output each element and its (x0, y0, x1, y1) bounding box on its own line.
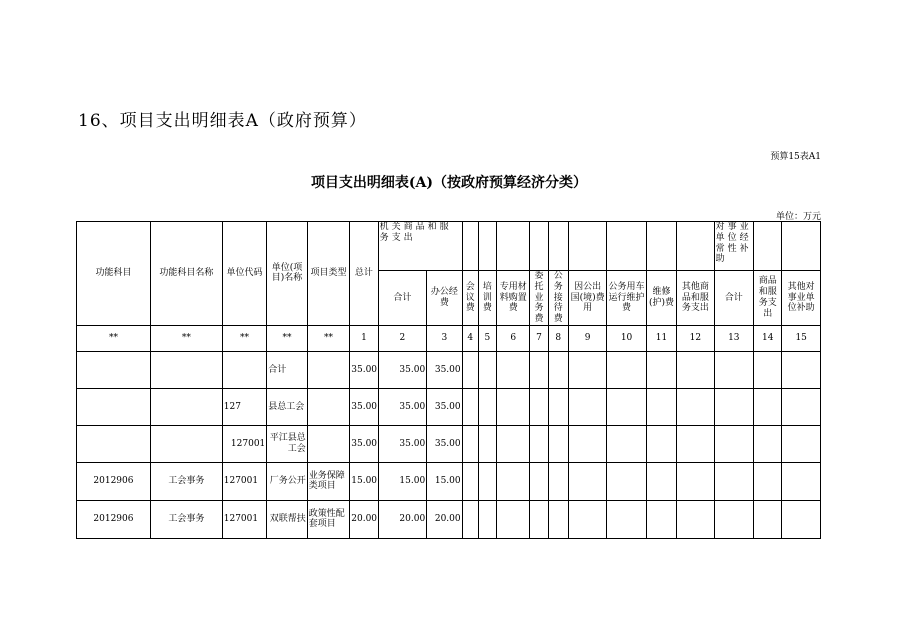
cell-empty (754, 500, 782, 538)
cell-empty (568, 462, 606, 500)
cell-office: 15.00 (427, 462, 462, 500)
cell-empty (646, 351, 676, 388)
cell-empty (462, 500, 478, 538)
index-cell: 5 (478, 325, 496, 351)
header-total: 总计 (350, 222, 378, 326)
cell-func-code: 2012906 (77, 500, 151, 538)
header-vehicle: 公务用车运行维护费 (607, 271, 646, 326)
index-cell: 9 (568, 325, 606, 351)
cell-unit-name: 合计 (267, 351, 307, 388)
index-cell: ** (222, 325, 267, 351)
cell-empty (530, 351, 548, 388)
cell-empty (677, 388, 714, 425)
cell-empty (677, 500, 714, 538)
cell-empty (782, 425, 821, 462)
table-reference: 预算15表A1 (770, 152, 821, 162)
cell-empty (714, 425, 753, 462)
cell-empty (568, 351, 606, 388)
cell-func-code: 2012906 (77, 462, 151, 500)
cell-empty (677, 425, 714, 462)
cell-unit-name: 平江县总工会 (267, 425, 307, 462)
cell-empty (607, 351, 646, 388)
cell-empty (478, 462, 496, 500)
cell-sub-total: 15.00 (378, 462, 427, 500)
index-cell: 3 (427, 325, 462, 351)
cell-empty (754, 388, 782, 425)
cell-sub-total: 20.00 (378, 500, 427, 538)
cell-func-name (150, 425, 222, 462)
table-row (77, 462, 821, 500)
index-cell: 2 (378, 325, 427, 351)
cell-empty (714, 388, 753, 425)
header-sub-total: 合计 (378, 271, 427, 326)
cell-func-name (150, 351, 222, 388)
header-training: 培训费 (478, 271, 496, 326)
header-subsidy-goods: 商品和服务支出 (754, 271, 782, 326)
header-reception: 公务接待费 (548, 271, 568, 326)
index-cell: 4 (462, 325, 478, 351)
index-cell: 13 (714, 325, 753, 351)
header-office: 办公经费 (427, 271, 462, 326)
cell-empty (462, 462, 478, 500)
cell-empty (607, 462, 646, 500)
cell-unit-code: 127001 (222, 500, 267, 538)
cell-empty (497, 351, 530, 388)
table-row (77, 388, 821, 425)
cell-empty (568, 500, 606, 538)
header-unit-code: 单位代码 (222, 222, 267, 326)
cell-empty (568, 425, 606, 462)
header-meeting: 会议费 (462, 271, 478, 326)
cell-empty (646, 388, 676, 425)
cell-empty (478, 425, 496, 462)
cell-empty (530, 462, 548, 500)
header-subsidy-other: 其他对事业单位补助 (782, 271, 821, 326)
header-blank (754, 222, 782, 271)
cell-func-name: 工会事务 (150, 500, 222, 538)
cell-empty (548, 500, 568, 538)
index-cell: 12 (677, 325, 714, 351)
cell-office: 20.00 (427, 500, 462, 538)
header-blank (530, 222, 548, 271)
header-blank (607, 222, 646, 271)
header-blank (782, 222, 821, 271)
cell-empty (782, 500, 821, 538)
header-unit-name: 单位(项目)名称 (267, 222, 307, 326)
cell-unit-name: 厂务公开 (267, 462, 307, 500)
cell-func-code (77, 351, 151, 388)
cell-empty (497, 388, 530, 425)
project-expense-table (76, 221, 821, 539)
cell-unit-name: 县总工会 (267, 388, 307, 425)
header-repair: 维修(护)费 (646, 271, 676, 326)
cell-empty (548, 462, 568, 500)
cell-empty (462, 425, 478, 462)
cell-empty (646, 500, 676, 538)
index-cell: 7 (530, 325, 548, 351)
cell-project-type: 政策性配套项目 (307, 500, 350, 538)
cell-empty (548, 388, 568, 425)
cell-unit-name: 双联帮扶 (267, 500, 307, 538)
cell-empty (754, 462, 782, 500)
cell-empty (478, 388, 496, 425)
cell-total: 35.00 (350, 351, 378, 388)
cell-func-code (77, 388, 151, 425)
header-group-subsidy: 对事业单位经常性补助 (714, 222, 753, 271)
cell-empty (548, 425, 568, 462)
table-row (77, 425, 821, 462)
cell-empty (646, 425, 676, 462)
cell-empty (478, 500, 496, 538)
index-cell: 10 (607, 325, 646, 351)
cell-unit-code: 127001 (222, 425, 267, 462)
cell-sub-total: 35.00 (378, 425, 427, 462)
index-cell: 15 (782, 325, 821, 351)
index-cell: ** (150, 325, 222, 351)
header-blank (497, 222, 530, 271)
cell-func-name: 工会事务 (150, 462, 222, 500)
header-materials: 专用材料购置费 (497, 271, 530, 326)
cell-office: 35.00 (427, 351, 462, 388)
cell-project-type (307, 425, 350, 462)
cell-empty (462, 388, 478, 425)
cell-project-type (307, 351, 350, 388)
cell-empty (497, 425, 530, 462)
index-row (77, 325, 821, 351)
cell-empty (478, 351, 496, 388)
index-cell: 1 (350, 325, 378, 351)
cell-unit-code: 127001 (222, 462, 267, 500)
cell-sub-total: 35.00 (378, 388, 427, 425)
cell-empty (677, 462, 714, 500)
cell-empty (530, 425, 548, 462)
cell-office: 35.00 (427, 425, 462, 462)
table-body (77, 222, 821, 539)
cell-empty (677, 351, 714, 388)
cell-total: 35.00 (350, 388, 378, 425)
cell-empty (714, 500, 753, 538)
index-cell: 14 (754, 325, 782, 351)
cell-func-code (77, 425, 151, 462)
header-blank (568, 222, 606, 271)
index-cell: ** (77, 325, 151, 351)
header-project-type: 项目类型 (307, 222, 350, 326)
cell-empty (607, 500, 646, 538)
header-blank (478, 222, 496, 271)
header-func-code: 功能科目 (77, 222, 151, 326)
header-subsidy-total: 合计 (714, 271, 753, 326)
index-cell: ** (307, 325, 350, 351)
header-group-goods: 机关商品和服务支出 (378, 222, 462, 271)
index-cell: 11 (646, 325, 676, 351)
header-blank (646, 222, 676, 271)
unit-label: 单位：万元 (775, 212, 821, 222)
header-blank (548, 222, 568, 271)
cell-func-name (150, 388, 222, 425)
header-row-1 (77, 222, 821, 271)
header-blank (462, 222, 478, 271)
cell-empty (530, 388, 548, 425)
cell-empty (782, 351, 821, 388)
index-cell: ** (267, 325, 307, 351)
index-cell: 8 (548, 325, 568, 351)
cell-empty (607, 425, 646, 462)
cell-empty (462, 351, 478, 388)
cell-unit-code (222, 351, 267, 388)
table-title: 项目支出明细表(A)（按政府预算经济分类） (310, 175, 588, 191)
cell-total: 20.00 (350, 500, 378, 538)
cell-sub-total: 35.00 (378, 351, 427, 388)
cell-empty (754, 425, 782, 462)
cell-empty (548, 351, 568, 388)
header-abroad: 因公出国(境)费用 (568, 271, 606, 326)
cell-empty (714, 351, 753, 388)
page-heading: 16、项目支出明细表A（政府预算） (78, 111, 367, 131)
cell-empty (497, 462, 530, 500)
header-func-name: 功能科目名称 (150, 222, 222, 326)
cell-project-type (307, 388, 350, 425)
cell-empty (568, 388, 606, 425)
cell-empty (607, 388, 646, 425)
cell-total: 35.00 (350, 425, 378, 462)
cell-total: 15.00 (350, 462, 378, 500)
cell-empty (497, 500, 530, 538)
header-blank (677, 222, 714, 271)
cell-unit-code: 127 (222, 388, 267, 425)
cell-empty (782, 462, 821, 500)
table-row (77, 500, 821, 538)
cell-empty (530, 500, 548, 538)
header-other-goods: 其他商品和服务支出 (677, 271, 714, 326)
cell-empty (754, 351, 782, 388)
table-row (77, 351, 821, 388)
cell-office: 35.00 (427, 388, 462, 425)
index-cell: 6 (497, 325, 530, 351)
cell-empty (646, 462, 676, 500)
cell-project-type: 业务保障类项目 (307, 462, 350, 500)
cell-empty (714, 462, 753, 500)
header-entrusted: 委托业务费 (530, 271, 548, 326)
cell-empty (782, 388, 821, 425)
